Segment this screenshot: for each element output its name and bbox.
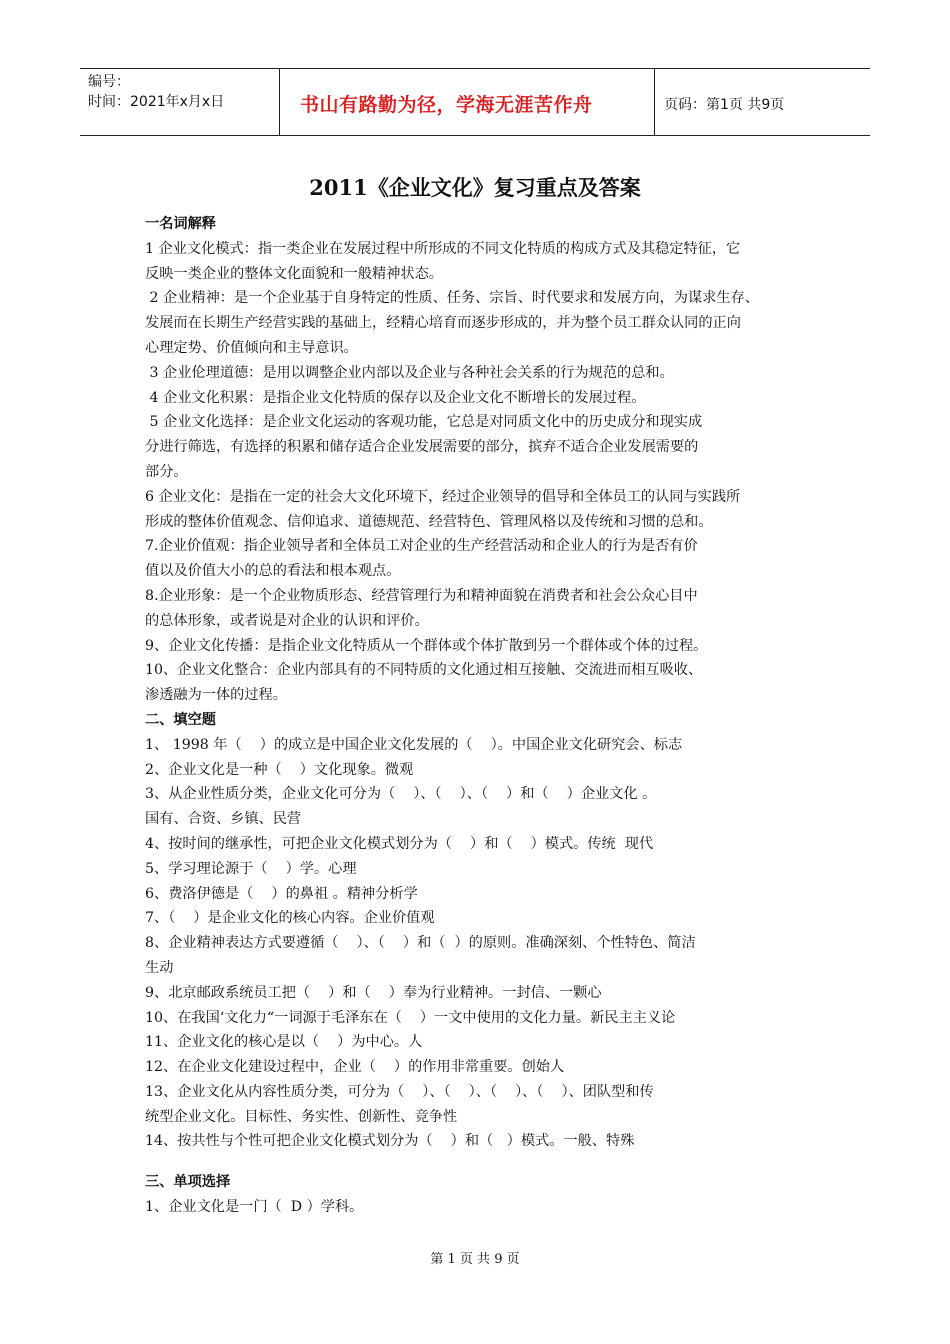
section-heading: 三、单项选择 — [145, 1174, 231, 1191]
header-divider-left — [279, 68, 280, 135]
text-line: 反映一类企业的整体文化面貌和一般精神状态。 — [145, 265, 443, 282]
document-title: 2011《企业文化》复习重点及答案 — [309, 175, 641, 200]
header-motto: 书山有路勤为径，学海无涯苦作舟 — [300, 94, 593, 116]
text-line: 12、在企业文化建设过程中，企业（ ）的作用非常重要。创始人 — [145, 1059, 565, 1076]
text-line: 7、（ ）是企业文化的核心内容。企业价值观 — [145, 910, 435, 927]
text-line: 2 企业精神：是一个企业基于自身特定的性质、任务、宗旨、时代要求和发展方向，为谋求生存、 — [145, 290, 759, 307]
text-line: 8.企业形象：是一个企业物质形态、经营管理行为和精神面貌在消费者和社会公众心目中 — [145, 587, 698, 604]
text-line: 值以及价值大小的总的看法和根本观点。 — [145, 563, 401, 580]
text-line: 心理定势、价值倾向和主导意识。 — [145, 339, 358, 356]
header-meta — [88, 72, 224, 112]
text-line: 统型企业文化。目标性、务实性、创新性、竞争性 — [145, 1108, 458, 1125]
text-line: 生动 — [145, 959, 174, 976]
text-line: 5 企业文化选择：是企业文化运动的客观功能，它总是对同质文化中的历史成分和现实成 — [145, 414, 703, 431]
text-line: 3、从企业性质分类，企业文化可分为（ ）、（ ）、（ ）和（ ）企业文化 。 — [145, 786, 657, 803]
text-line: 5、学习理论源于（ ）学。心理 — [145, 860, 357, 877]
text-line: 10、在我国‘文化力“一词源于毛泽东在（ ）一文中使用的文化力量。新民主主义论 — [145, 1009, 676, 1026]
text-line: 国有、合资、乡镇、民营 — [145, 811, 302, 828]
text-line: 11、企业文化的核心是以（ ）为中心。人 — [145, 1034, 423, 1051]
text-line: 4 企业文化积累：是指企业文化特质的保存以及企业文化不断增长的发展过程。 — [145, 389, 646, 406]
text-line: 形成的整体价值观念、信仰追求、道德规范、经营特色、管理风格以及传统和习惯的总和。 — [145, 513, 713, 530]
page-footer: 第 1 页 共 9 页 — [430, 1252, 520, 1267]
text-line: 7.企业价值观：指企业领导者和全体员工对企业的生产经营活动和企业人的行为是否有价 — [145, 538, 698, 555]
text-line: 6、费洛伊德是（ ）的鼻祖 。精神分析学 — [145, 885, 418, 902]
text-line: 1 企业文化模式：指一类企业在发展过程中所形成的不同文化特质的构成方式及其稳定特征，它 — [145, 240, 741, 257]
header-top-rule — [80, 68, 870, 69]
text-line — [145, 1154, 865, 1170]
text-line: 渗透融为一体的过程。 — [145, 687, 287, 704]
text-line: 9、企业文化传播：是指企业文化特质从一个群体或个体扩散到另一个群体或个体的过程。 — [145, 637, 708, 654]
text-line: 的总体形象，或者说是对企业的认识和评价。 — [145, 612, 429, 629]
text-line: 分进行筛选，有选择的积累和储存适合企业发展需要的部分，摈弃不适合企业发展需要的 — [145, 439, 699, 456]
text-line: 8、企业精神表达方式要遵循（ ）、（ ）和（ ）的原则。准确深刻、个性特色、简洁 — [145, 935, 696, 952]
header-divider-right — [654, 68, 655, 135]
text-line: 部分。 — [145, 463, 188, 480]
text-line: 3 企业伦理道德：是用以调整企业内部以及企业与各种社会关系的行为规范的总和。 — [145, 364, 674, 381]
text-line: 发展而在长期生产经营实践的基础上，经精心培育而逐步形成的，并为整个员工群众认同的正向 — [145, 315, 741, 332]
text-line: 9、北京邮政系统员工把（ ）和（ ）奉为行业精神。一封信、一颗心 — [145, 984, 602, 1001]
text-line: 13、企业文化从内容性质分类，可分为（ ）、（ ）、（ ）、（ ）、团队型和传 — [145, 1083, 654, 1100]
text-line: 10、企业文化整合：企业内部具有的不同特质的文化通过相互接触、交流进而相互吸收、 — [145, 662, 703, 679]
text-line: 1、 1998 年（ ）的成立是中国企业文化发展的（ ）。中国企业文化研究会、标志 — [145, 736, 683, 753]
text-line: 4、按时间的继承性，可把企业文化模式划分为（ ）和（ ）模式。传统 现代 — [145, 835, 654, 852]
text-line: 2、企业文化是一种（ ）文化现象。微观 — [145, 761, 414, 778]
section-heading: 一名词解释 — [145, 216, 216, 232]
document-number-label: 编号： — [88, 74, 130, 90]
document-body — [145, 212, 865, 1220]
header-page-number: 页码：第1页 共9页 — [664, 97, 785, 113]
document-date-label: 时间：2021年x月x日 — [88, 94, 225, 110]
header-bottom-rule — [80, 135, 870, 136]
text-line: 6 企业文化：是指在一定的社会大文化环境下，经过企业领导的倡导和全体员工的认同与实践所 — [145, 488, 741, 505]
text-line: 14、按共性与个性可把企业文化模式划分为（ ）和（ ）模式。一般、特殊 — [145, 1133, 635, 1150]
text-line: 1、企业文化是一门（ D ）学科。 — [145, 1199, 364, 1216]
section-heading: 二、填空题 — [145, 711, 216, 728]
